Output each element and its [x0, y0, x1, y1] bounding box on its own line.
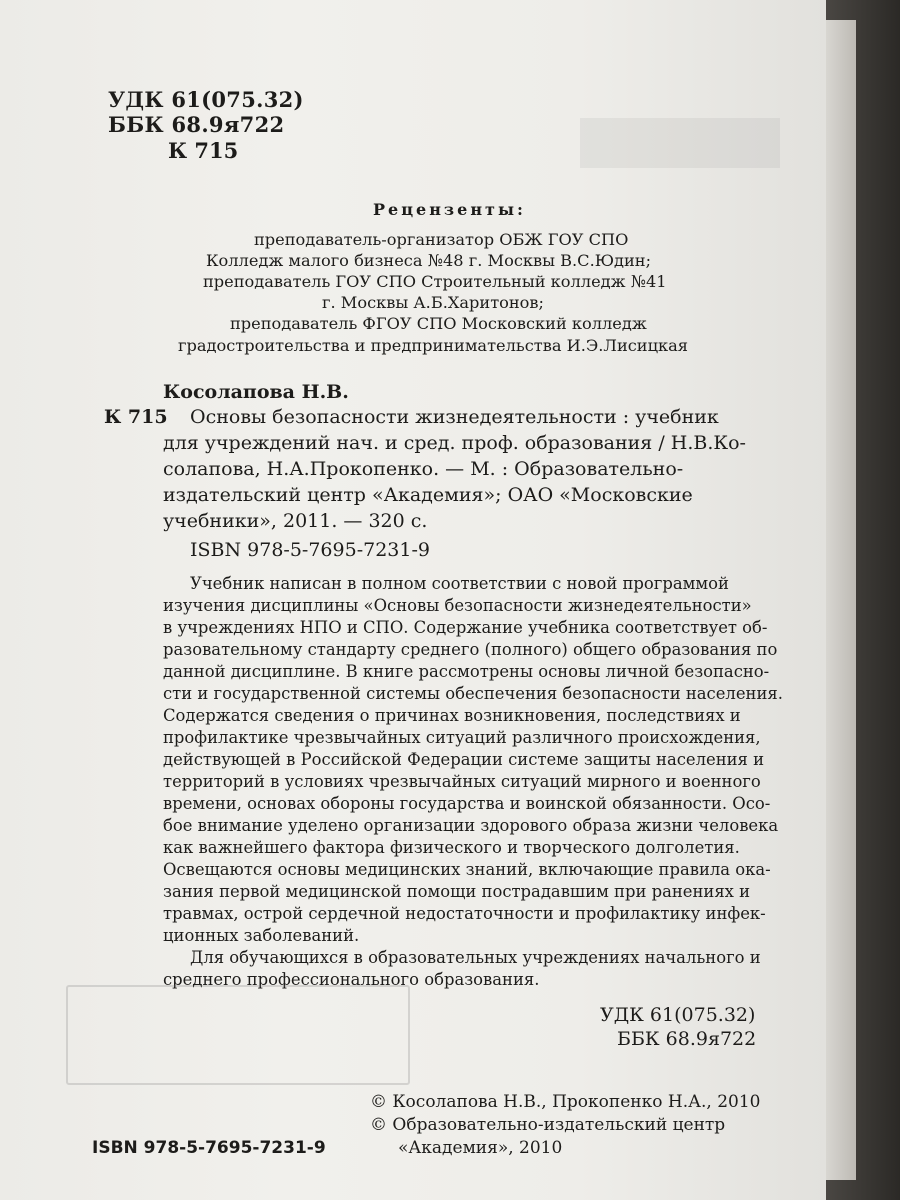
- audience-line: среднего профессионального образования.: [163, 970, 540, 989]
- isbn-record: ISBN 978-5-7695-7231-9: [190, 539, 430, 561]
- annotation-line: Учебник написан в полном соответствии с новой программой: [190, 574, 729, 593]
- annotation-line: зания первой медицинской помощи пострадавшим при ранениях и: [163, 882, 751, 901]
- page-leaf-edge: [826, 20, 856, 1180]
- author-sign: К 715: [104, 406, 168, 428]
- bbk-code-top: ББК 68.9я722: [108, 112, 285, 137]
- copyright-line: «Академия», 2010: [398, 1138, 563, 1158]
- author-sign-top: К 715: [168, 138, 239, 163]
- annotation-line: в учреждениях НПО и СПО. Содержание учебника соответствует об-: [163, 618, 768, 637]
- reviewer-line: преподаватель ФГОУ СПО Московский колледж: [230, 314, 647, 333]
- annotation-line: территорий в условиях чрезвычайных ситуаций мирного и военного: [163, 772, 761, 791]
- reviewer-line: Колледж малого бизнеса №48 г. Москвы В.С.Юдин;: [206, 251, 652, 270]
- reviewer-line: градостроительства и предпринимательства И.Э.Лисицкая: [178, 336, 688, 355]
- bibliographic-line: учебники», 2011. — 320 с.: [163, 510, 428, 532]
- annotation-line: действующей в Российской Федерации системе защиты населения и: [163, 750, 765, 769]
- annotation-line: разовательному стандарту среднего (полного) общего образования по: [163, 640, 778, 659]
- bibliographic-line: солапова, Н.А.Прокопенко. — М. : Образовательно-: [163, 458, 684, 480]
- annotation-line: времени, основах обороны государства и воинской обязанности. Осо-: [163, 794, 771, 813]
- faint-stamp-outline: [66, 985, 410, 1085]
- reviewer-line: г. Москвы А.Б.Харитонов;: [322, 293, 544, 312]
- udk-code-bottom: УДК 61(075.32): [600, 1004, 756, 1026]
- annotation-line: Содержатся сведения о причинах возникновения, последствиях и: [163, 706, 741, 725]
- audience-line: Для обучающихся в образовательных учреждениях начального и: [190, 948, 761, 967]
- reviewers-heading: Рецензенты:: [373, 200, 526, 219]
- annotation-line: как важнейшего фактора физического и творческого долголетия.: [163, 838, 740, 857]
- adjacent-page-edge: [826, 0, 900, 1200]
- bleed-through-band: [580, 118, 780, 168]
- bibliographic-line: Основы безопасности жизнедеятельности : учебник: [190, 406, 719, 428]
- annotation-line: данной дисциплине. В книге рассмотрены основы личной безопасно-: [163, 662, 770, 681]
- reviewer-line: преподаватель-организатор ОБЖ ГОУ СПО: [254, 230, 629, 249]
- author-heading: Косолапова Н.В.: [163, 381, 349, 403]
- reviewer-line: преподаватель ГОУ СПО Строительный колледж №41: [203, 272, 667, 291]
- annotation-line: сти и государственной системы обеспечения безопасности населения.: [163, 684, 783, 703]
- udk-code-top: УДК 61(075.32): [108, 87, 304, 112]
- isbn-bottom: ISBN 978-5-7695-7231-9: [92, 1138, 326, 1158]
- annotation-line: изучения дисциплины «Основы безопасности жизнедеятельности»: [163, 596, 752, 615]
- annotation-line: ционных заболеваний.: [163, 926, 360, 945]
- annotation-line: бое внимание уделено организации здорового образа жизни человека: [163, 816, 779, 835]
- bibliographic-line: издательский центр «Академия»; ОАО «Московские: [163, 484, 693, 506]
- annotation-line: травмах, острой сердечной недостаточности и профилактику инфек-: [163, 904, 766, 923]
- annotation-line: профилактике чрезвычайных ситуаций различного происхождения,: [163, 728, 761, 747]
- bibliographic-line: для учреждений нач. и сред. проф. образования / Н.В.Ко-: [163, 432, 746, 454]
- copyright-line: © Косолапова Н.В., Прокопенко Н.А., 2010: [370, 1092, 761, 1112]
- bbk-code-bottom: ББК 68.9я722: [617, 1028, 757, 1050]
- copyright-line: © Образовательно-издательский центр: [370, 1115, 726, 1135]
- annotation-line: Освещаются основы медицинских знаний, включающие правила ока-: [163, 860, 771, 879]
